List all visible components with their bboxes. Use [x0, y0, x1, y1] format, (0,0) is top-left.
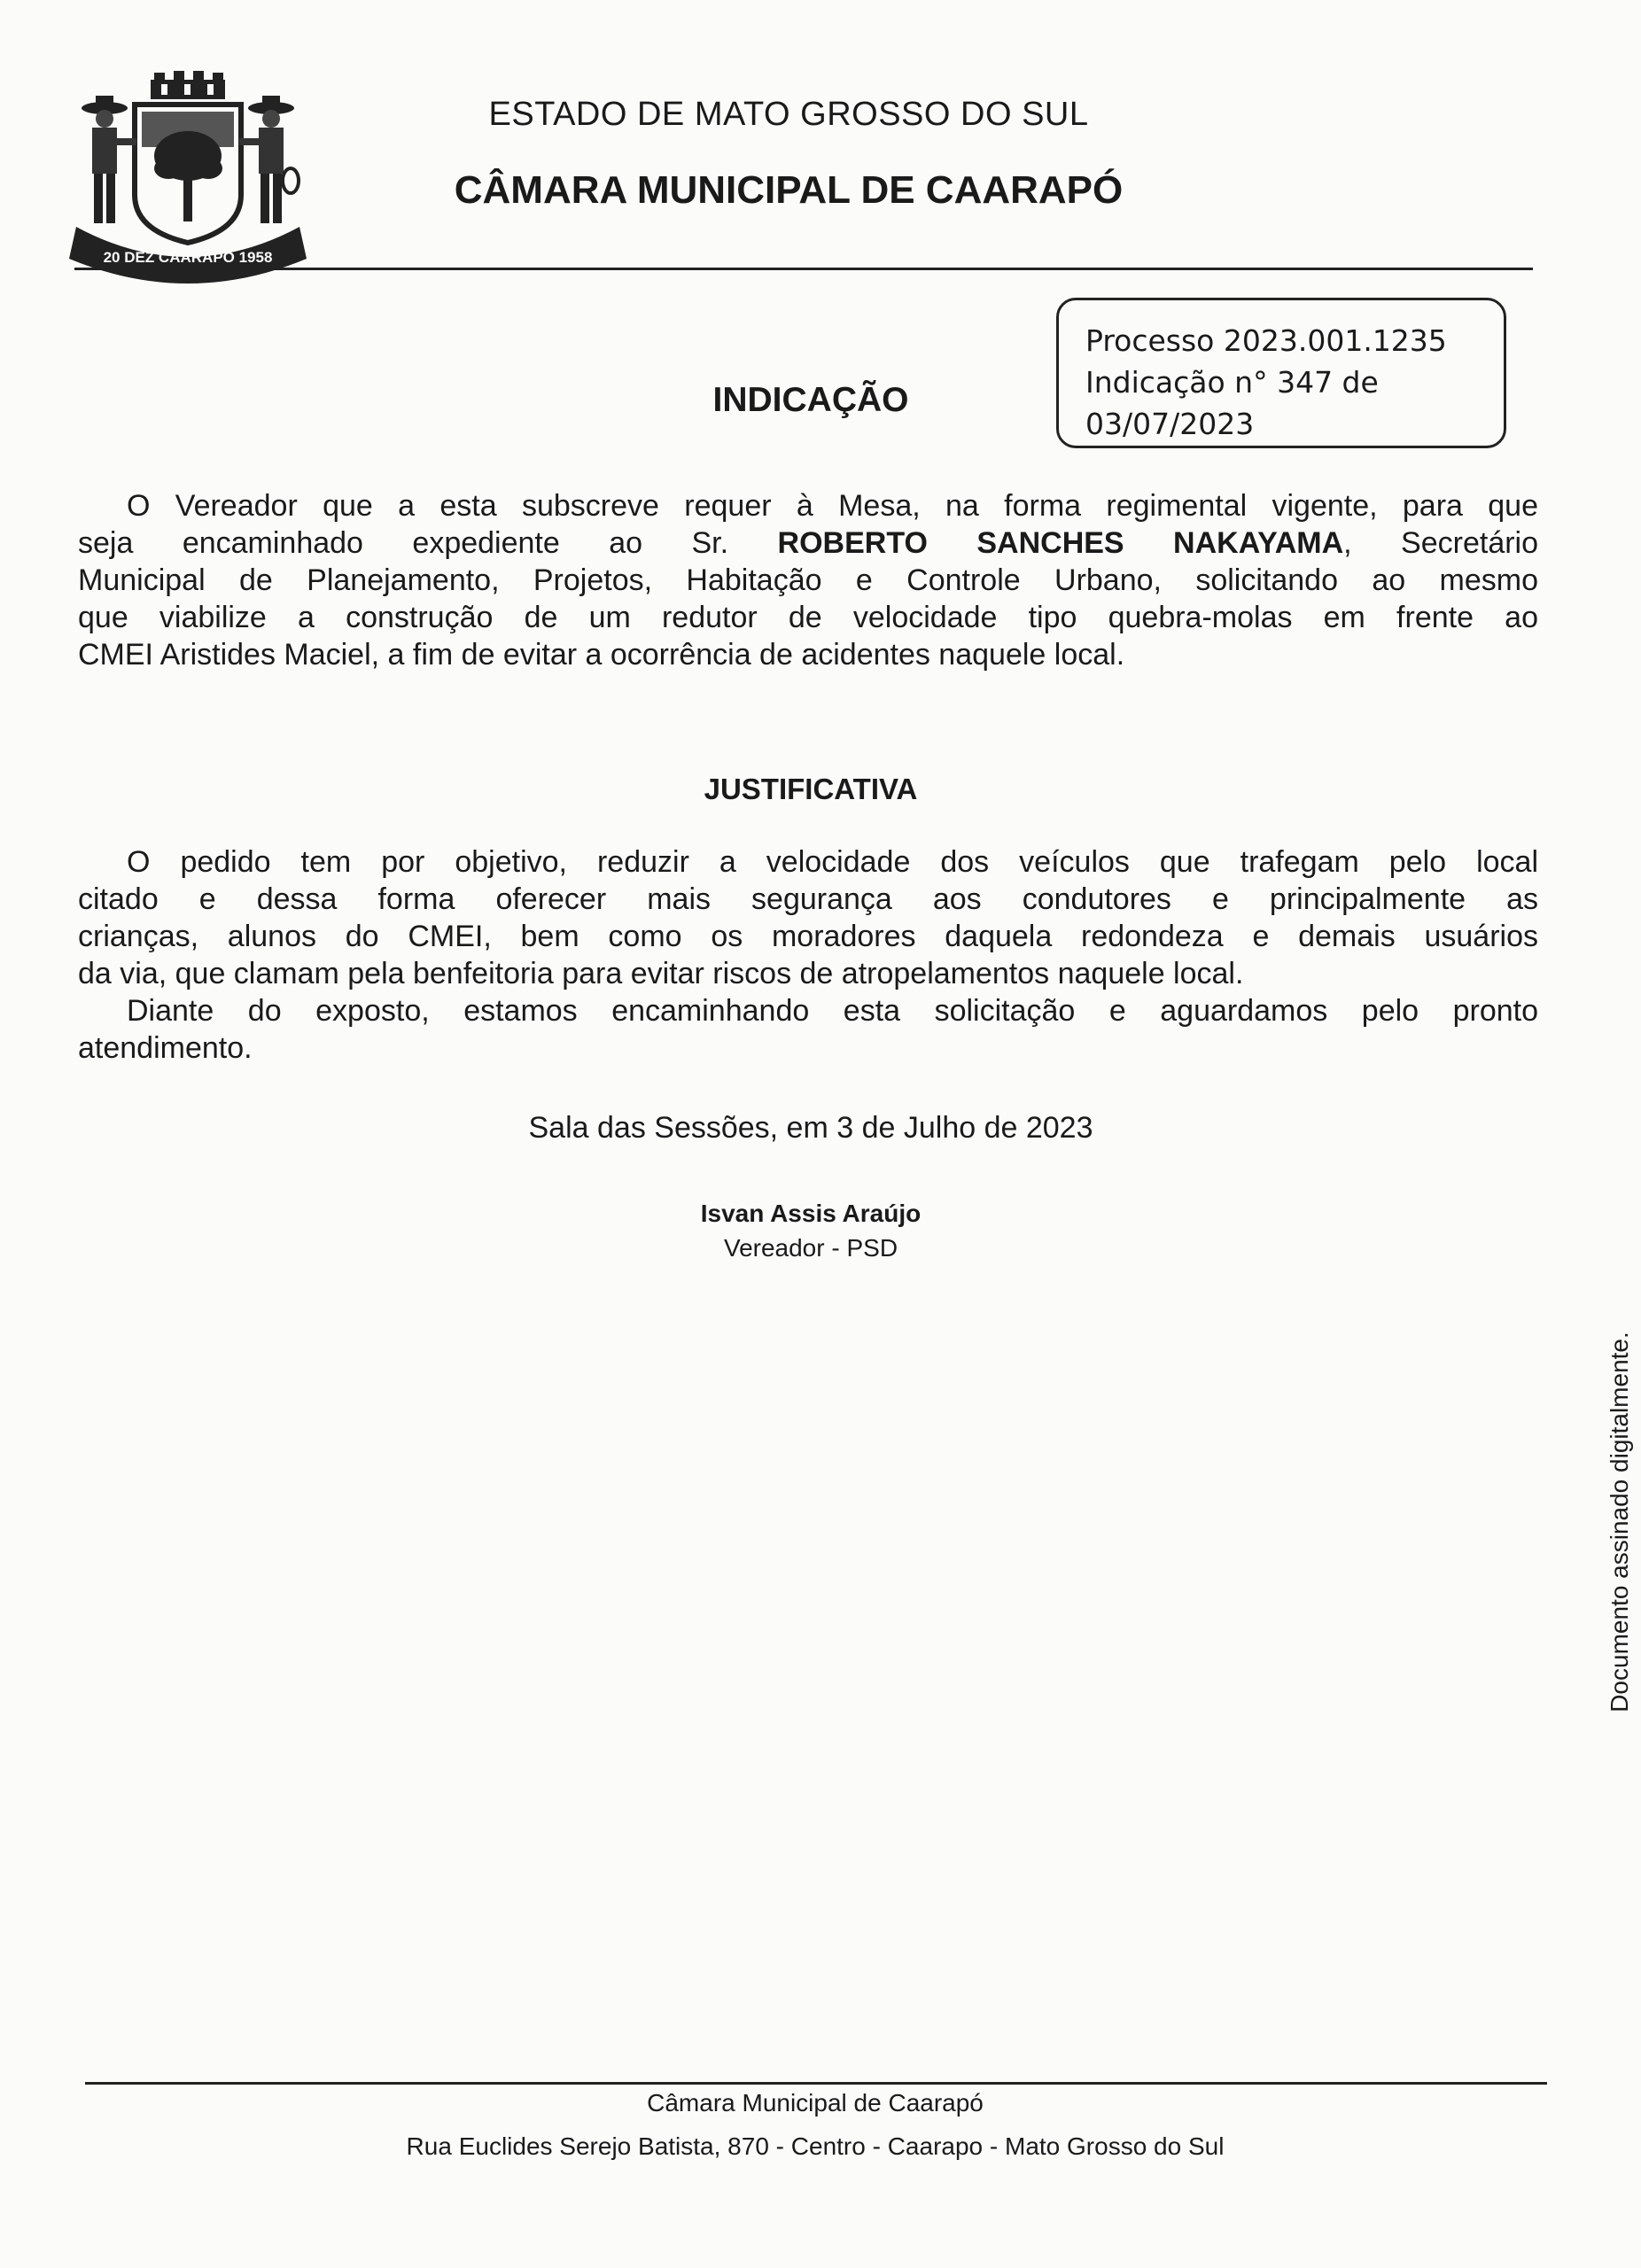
place-and-date: Sala das Sessões, em 3 de Julho de 2023 — [528, 1111, 1093, 1145]
document-title: INDICAÇÃO — [712, 381, 909, 419]
text-line: da via, que clamam pela benfeitoria para evitar riscos de atropelamentos naquele local. — [78, 957, 1244, 990]
indication-date: 03/07/2023 — [1085, 407, 1255, 441]
text-line: que viabilize a construção de um redutor de velocidade tipo quebra-molas em frente ao — [78, 601, 1538, 634]
text-span: , Secretário — [1343, 526, 1539, 560]
crest-seal-text: 20 DEZ CAARAPÓ 1958 — [103, 249, 273, 266]
footer-institution: Câmara Municipal de Caarapó — [647, 2089, 984, 2117]
text-line: citado e dessa forma oferecer mais segurança aos condutores e principalmente as — [78, 882, 1538, 916]
indication-number: Indicação n° 347 de — [1085, 365, 1379, 400]
chamber-title: CÂMARA MUNICIPAL DE CAARAPÓ — [454, 168, 1124, 212]
text-line: CMEI Aristides Maciel, a fim de evitar a ocorrência de acidentes naquele local. — [78, 638, 1125, 672]
text-line: Diante do exposto, estamos encaminhando esta solicitação e aguardamos pelo pronto — [127, 994, 1538, 1028]
text-line — [78, 524, 1538, 562]
footer-address: Rua Euclides Serejo Batista, 870 - Centro - Caarapo - Mato Grosso do Sul — [406, 2132, 1225, 2160]
digital-signature-note: Documento assinado digitalmente. — [1606, 1332, 1633, 1713]
coat-of-arms-icon — [69, 69, 307, 277]
text-line: crianças, alunos do CMEI, bem como os moradores daquela redondeza e demais usuários — [78, 920, 1538, 953]
text-line: O Vereador que a esta subscreve requer à Mesa, na forma regimental vigente, para que — [127, 489, 1538, 523]
text-line: atendimento. — [78, 1031, 253, 1065]
text-line: O pedido tem por objetivo, reduzir a velocidade dos veículos que trafegam pelo local — [127, 845, 1538, 879]
process-stamp-box — [1056, 298, 1506, 448]
coat-of-arms-logo — [69, 69, 307, 277]
signer-role: Vereador - PSD — [723, 1234, 898, 1262]
secretary-name: ROBERTO SANCHES NAKAYAMA — [777, 526, 1344, 560]
process-number: Processo 2023.001.1235 — [1085, 323, 1447, 358]
indication-paragraph — [78, 487, 1538, 673]
state-title: ESTADO DE MATO GROSSO DO SUL — [488, 96, 1089, 133]
footer-divider — [85, 2082, 1547, 2085]
header-divider — [74, 268, 1533, 270]
justification-paragraph — [78, 843, 1538, 1067]
text-span: seja encaminhado expediente ao Sr. — [78, 526, 729, 560]
signer-name: Isvan Assis Araújo — [700, 1200, 922, 1227]
justification-title: JUSTIFICATIVA — [704, 773, 918, 805]
text-line: Municipal de Planejamento, Projetos, Habitação e Controle Urbano, solicitando ao mesmo — [78, 563, 1538, 597]
